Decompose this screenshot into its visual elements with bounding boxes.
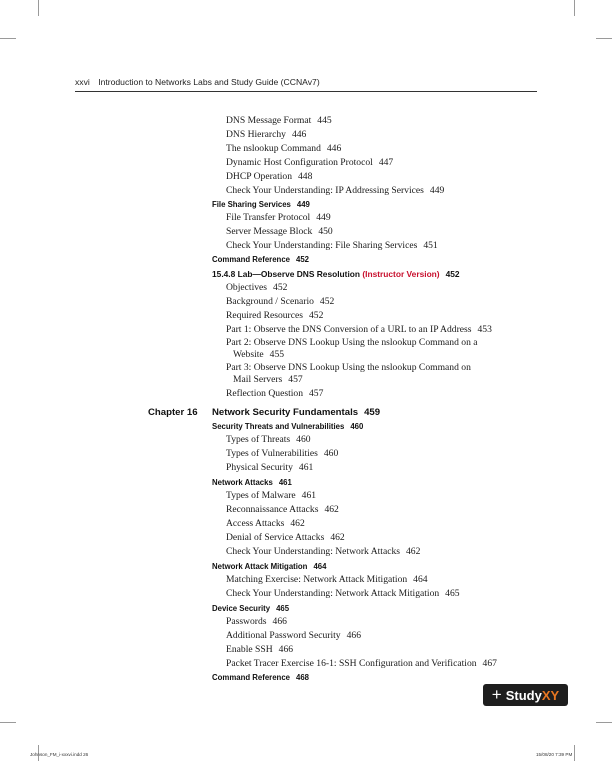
- toc-entry-page: 462: [330, 532, 345, 543]
- toc-entry-title: Physical Security: [226, 462, 293, 473]
- toc-entry-page: 451: [423, 240, 438, 251]
- toc-entry-page: 457: [288, 374, 303, 385]
- toc-entry-page: 460: [323, 448, 339, 459]
- toc-section-page: 461: [278, 478, 292, 487]
- toc-entry-title: Part 3: Observe DNS Lookup Using the nslookup Command on: [226, 362, 471, 373]
- toc-entry-title: Types of Threats: [226, 434, 291, 445]
- toc-entry-page: 461: [298, 462, 314, 473]
- toc-section-page: 464: [313, 562, 327, 571]
- toc-entry-page: 448: [298, 171, 313, 182]
- toc-entry[interactable]: [226, 546, 420, 557]
- toc-section-page: 460: [350, 422, 364, 431]
- toc-entry-continuation[interactable]: [233, 374, 303, 385]
- toc-entry-continuation[interactable]: [233, 349, 284, 360]
- toc-entry-page: 462: [290, 518, 305, 529]
- toc-entry[interactable]: [226, 115, 332, 126]
- toc-section-title: Command Reference: [212, 255, 290, 264]
- toc-entry-page: 466: [346, 630, 361, 641]
- toc-section-title: Network Attacks: [212, 478, 273, 487]
- toc-entry[interactable]: [226, 212, 331, 223]
- toc-section-page: 452: [296, 255, 310, 264]
- toc-entry-page: 465: [445, 588, 460, 599]
- toc-entry[interactable]: [226, 388, 323, 399]
- toc-lab-heading[interactable]: [212, 269, 460, 279]
- toc-entry[interactable]: [226, 518, 305, 529]
- toc-entry[interactable]: [226, 171, 312, 182]
- toc-chapter-title-row[interactable]: [212, 407, 380, 418]
- toc-entry[interactable]: [226, 296, 334, 307]
- toc-entry-title: Part 1: Observe the DNS Conversion of a URL to an IP Address: [226, 324, 472, 335]
- toc-entry-page: 453: [477, 324, 492, 335]
- toc-entry-page: 460: [296, 434, 311, 445]
- toc-section-page: 465: [276, 604, 290, 613]
- toc-entry-title: Part 2: Observe DNS Lookup Using the nslookup Command on a: [226, 337, 478, 348]
- toc-entry[interactable]: [226, 157, 393, 168]
- toc-entry-title: The nslookup Command: [226, 143, 321, 154]
- crop-mark: [596, 722, 612, 723]
- toc-entry-page: 464: [413, 574, 428, 585]
- toc-entry-page: 467: [482, 658, 497, 669]
- print-slug-left: Johnson_FM_i-xxxvi.indd 26: [30, 752, 89, 757]
- book-title: Introduction to Networks Labs and Study Guide (CCNAv7): [98, 77, 320, 87]
- page-number: xxvi: [75, 77, 90, 87]
- toc-entry[interactable]: [226, 630, 361, 641]
- toc-entry-title: Check Your Understanding: Network Attacks: [226, 546, 400, 557]
- toc-section[interactable]: [212, 422, 363, 431]
- toc-entry[interactable]: [226, 362, 471, 373]
- toc-entry-title: Server Message Block: [226, 226, 313, 237]
- toc-entry[interactable]: [226, 310, 323, 321]
- toc-entry-title: Matching Exercise: Network Attack Mitigation: [226, 574, 408, 585]
- chapter-page: 459: [364, 407, 381, 418]
- toc-entry-title: Check Your Understanding: IP Addressing Services: [226, 185, 424, 196]
- toc-entry-title: Packet Tracer Exercise 16-1: SSH Configuration and Verification: [226, 658, 477, 669]
- toc-entry[interactable]: [226, 490, 316, 501]
- toc-section-title: Security Threats and Vulnerabilities: [212, 422, 345, 431]
- toc-entry-page: 449: [429, 185, 445, 196]
- logo-accent: XY: [541, 687, 560, 703]
- toc-entry[interactable]: [226, 462, 313, 473]
- toc-section-page: 468: [296, 673, 310, 682]
- toc-entry-page: 461: [301, 490, 317, 501]
- crop-mark: [0, 722, 16, 723]
- toc-entry-title: Reconnaissance Attacks: [226, 504, 319, 515]
- toc-entry-title: Denial of Service Attacks: [226, 532, 325, 543]
- toc-entry-page: 447: [378, 157, 394, 168]
- print-slug-right: 15/08/20 7:39 PM: [536, 752, 573, 757]
- toc-entry[interactable]: [226, 588, 460, 599]
- toc-section-title: Command Reference: [212, 673, 290, 682]
- toc-entry-page: 455: [269, 349, 285, 360]
- toc-entry[interactable]: [226, 448, 338, 459]
- toc-section[interactable]: [212, 478, 292, 487]
- chapter-title: Network Security Fundamentals: [212, 407, 359, 418]
- toc-entry[interactable]: [226, 226, 333, 237]
- toc-entry-title-cont: Mail Servers: [233, 374, 283, 385]
- toc-section-title: Network Attack Mitigation: [212, 562, 308, 571]
- toc-entry[interactable]: [226, 143, 341, 154]
- toc-entry-title: DHCP Operation: [226, 171, 292, 182]
- toc-entry-page: 466: [278, 644, 294, 655]
- toc-entry-page: 450: [318, 226, 333, 237]
- toc-lab-page: 452: [445, 269, 460, 279]
- toc-entry-title: Enable SSH: [226, 644, 273, 655]
- toc-entry[interactable]: [226, 532, 345, 543]
- toc-entry-title: Passwords: [226, 616, 267, 627]
- toc-entry-page: 452: [273, 282, 288, 293]
- toc-entry-title: Additional Password Security: [226, 630, 341, 641]
- toc-chapter[interactable]: [148, 407, 198, 418]
- toc-entry-page: 446: [291, 129, 307, 140]
- crop-mark: [574, 745, 575, 761]
- toc-entry-title: Check Your Understanding: File Sharing Services: [226, 240, 418, 251]
- toc-entry[interactable]: [226, 240, 438, 251]
- toc-section-title: File Sharing Services: [212, 200, 291, 209]
- toc-section-title: Device Security: [212, 604, 271, 613]
- toc-entry-title: Dynamic Host Configuration Protocol: [226, 157, 373, 168]
- toc-entry-page: 449: [316, 212, 331, 223]
- toc-entry[interactable]: [226, 616, 287, 627]
- toc-entry-title: Reflection Question: [226, 388, 303, 399]
- toc-section[interactable]: [212, 255, 309, 264]
- toc-entry[interactable]: [226, 574, 428, 585]
- toc-entry-title: Types of Malware: [226, 490, 296, 501]
- logo-word: Study: [505, 687, 542, 703]
- toc-section[interactable]: [212, 673, 309, 682]
- toc-entry[interactable]: [226, 282, 287, 293]
- toc-entry-title: Required Resources: [226, 310, 303, 321]
- toc-entry[interactable]: [226, 324, 492, 335]
- toc-entry[interactable]: [226, 644, 293, 655]
- toc-entry-page: 462: [324, 504, 339, 515]
- toc-entry[interactable]: [226, 658, 497, 669]
- toc-entry[interactable]: [226, 185, 444, 196]
- toc-section[interactable]: [212, 604, 289, 613]
- toc-lab-title: 15.4.8 Lab—Observe DNS Resolution: [212, 269, 361, 279]
- toc-section-page: 449: [296, 200, 310, 209]
- toc-entry-title: Objectives: [226, 282, 268, 293]
- toc-entry[interactable]: [226, 129, 306, 140]
- toc-entry-title-cont: Website: [233, 349, 264, 360]
- toc-entry-page: 445: [317, 115, 332, 126]
- toc-entry-title: DNS Hierarchy: [226, 129, 286, 140]
- toc-entry[interactable]: [226, 434, 311, 445]
- toc-entry-page: 462: [406, 546, 421, 557]
- toc-entry-title: Types of Vulnerabilities: [226, 448, 318, 459]
- toc-section[interactable]: [212, 562, 326, 571]
- toc-entry-title: Access Attacks: [226, 518, 285, 529]
- toc-entry[interactable]: [226, 337, 478, 348]
- toc-entry-title: Check Your Understanding: Network Attack Mitigation: [226, 588, 440, 599]
- toc-entry[interactable]: [226, 504, 339, 515]
- toc-section[interactable]: [212, 200, 310, 209]
- toc-entry-title: DNS Message Format: [226, 115, 312, 126]
- studyxy-logo: [483, 684, 568, 706]
- toc-entry-title: Background / Scenario: [226, 296, 314, 307]
- toc-entry-page: 446: [326, 143, 342, 154]
- toc-entry-page: 452: [319, 296, 335, 307]
- plus-icon: +: [491, 685, 502, 704]
- instructor-version-tag: (Instructor Version): [362, 269, 440, 279]
- toc-entry-title: File Transfer Protocol: [226, 212, 311, 223]
- toc-entry-page: 452: [309, 310, 324, 321]
- toc-entry-page: 466: [272, 616, 287, 627]
- chapter-label: Chapter 16: [148, 407, 198, 418]
- toc-entry-page: 457: [309, 388, 324, 399]
